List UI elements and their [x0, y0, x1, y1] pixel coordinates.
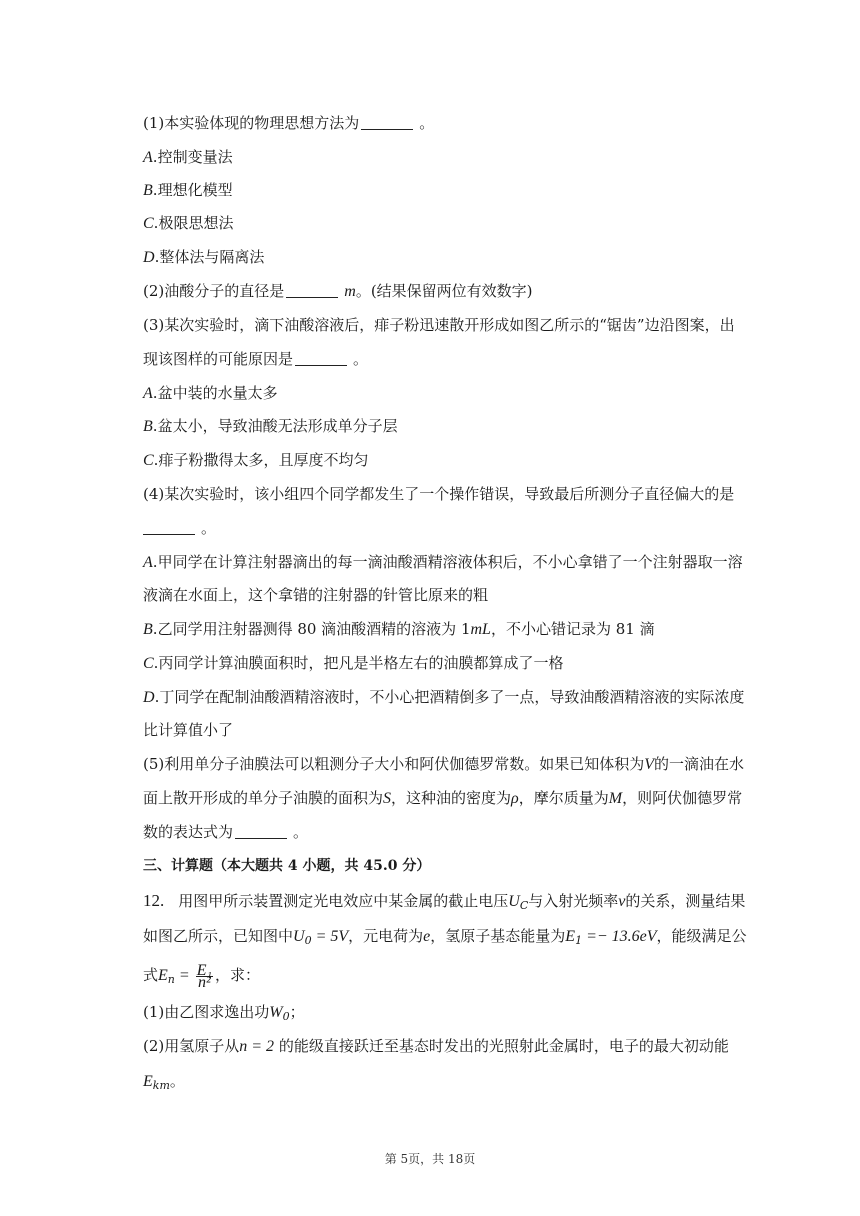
value: =− 13.6eV	[582, 928, 657, 945]
var-u: U	[508, 893, 520, 910]
option-letter: B	[143, 182, 153, 199]
q4-option-a-line1: A.甲同学在计算注射器滴出的每一滴油酸酒精溶液体积后，不小心拿错了一个注射器取一溶	[143, 553, 743, 571]
q3-option-b: B.盆太小，导致油酸无法形成单分子层	[143, 417, 398, 435]
q12-text: ，求：	[215, 966, 261, 984]
var-e: E	[158, 967, 168, 984]
option-letter: C	[143, 215, 154, 232]
q1-end: 。	[419, 114, 435, 132]
q5-line2	[143, 788, 742, 809]
q1-stem	[143, 113, 434, 133]
q12-text: 用图甲所示装置测定光电效应中某金属的截止电压	[178, 892, 509, 910]
var-sub: C	[519, 899, 529, 912]
var-rho: ρ	[511, 790, 519, 807]
q1-option-d: D.整体法与隔离法	[143, 248, 265, 266]
q12-text: ，元电荷为	[348, 927, 424, 945]
q1-option-c: C.极限思想法	[143, 214, 234, 232]
var-sub: 0	[282, 1010, 290, 1023]
q2-end: 。(结果保留两位有效数字)	[355, 282, 533, 300]
q12-text: (1)由乙图求逸出功	[143, 1003, 270, 1021]
var-n: n = 2	[239, 1038, 275, 1055]
section-heading: 三、计算题（本大题共 4 小题，共 45.0 分）	[143, 858, 431, 874]
var-sub: 1	[575, 934, 583, 947]
answer-blank	[286, 283, 338, 298]
q12-sub2	[143, 1036, 729, 1057]
q12-text: 。	[169, 1072, 185, 1090]
option-text: 甲同学在计算注射器滴出的每一滴油酸酒精溶液体积后，不小心拿错了一个注射器取一溶	[157, 553, 743, 571]
option-letter: D	[143, 689, 155, 706]
option-text-end: ，不小心错记录为 81 滴	[490, 620, 655, 638]
option-letter: B	[143, 418, 153, 435]
q12-line2	[143, 926, 747, 951]
option-text: 丙同学计算油膜面积时，把凡是半格左右的油膜都算成了一格	[158, 654, 564, 672]
unit-ml: mL	[470, 621, 491, 638]
var-e: e	[423, 928, 431, 945]
option-letter: B	[143, 621, 153, 638]
var-v: V	[644, 756, 655, 773]
q4-option-d-line2: 比计算值小了	[143, 721, 234, 739]
q5-end: 。	[293, 823, 309, 841]
option-letter: A	[143, 149, 153, 166]
q12-text: 与入射光频率	[528, 892, 619, 910]
option-letter: A	[143, 554, 153, 571]
equals: =	[174, 967, 194, 984]
fraction-denominator: n²	[197, 973, 211, 991]
q12-text: 的能级直接跃迁至基态时发出的光照射此金属时，电子的最大初动能	[274, 1037, 729, 1055]
q12-line1	[143, 891, 745, 916]
q5-text: 数的表达式为	[143, 823, 234, 841]
var-nu: ν	[618, 893, 626, 910]
option-text: 理想化模型	[157, 181, 233, 199]
var-sub: km	[152, 1079, 170, 1092]
option-text: 极限思想法	[158, 214, 234, 232]
q2-stem-text: (2)油酸分子的直径是	[143, 282, 285, 300]
answer-blank	[361, 115, 413, 130]
option-text: 丁同学在配制油酸酒精溶液时，不小心把酒精倒多了一点，导致油酸酒精溶液的实际浓度	[159, 688, 745, 706]
question-number: 12.	[143, 891, 165, 910]
fraction	[196, 961, 213, 991]
q3-end: 。	[353, 350, 369, 368]
var-e: E	[565, 928, 576, 945]
q3-stem-line2	[143, 349, 368, 369]
q12-text: 的关系，测量结果	[625, 892, 746, 910]
q12-text: (2)用氢原子从	[143, 1037, 240, 1055]
answer-blank	[295, 351, 347, 366]
option-letter: C	[143, 452, 154, 469]
q5-text: 的一滴油在水	[654, 755, 745, 773]
q3-stem-line1: (3)某次实验时，滴下油酸溶液后，痱子粉迅速散开形成如图乙所示的“锯齿”边沿图案，出	[143, 316, 735, 334]
q12-text: ；	[289, 1003, 305, 1021]
var-u: U	[293, 928, 305, 945]
q5-text: ，这种油的密度为	[391, 789, 512, 807]
q12-sub1	[143, 1002, 305, 1027]
q4-stem-line1: (4)某次实验时，该小组四个同学都发生了一个操作错误，导致最后所测分子直径偏大的是	[143, 485, 735, 503]
answer-blank	[143, 520, 195, 535]
option-text: 控制变量法	[157, 148, 233, 166]
option-letter: A	[143, 385, 153, 402]
q5-text: 面上散开形成的单分子油膜的面积为	[143, 789, 384, 807]
var-s: S	[383, 790, 392, 807]
q1-option-a: A.控制变量法	[143, 148, 233, 166]
var-sub: 0	[304, 934, 312, 947]
q5-text: (5)利用单分子油膜法可以粗测分子大小和阿伏伽德罗常数。如果已知体积为	[143, 755, 645, 773]
option-text: 盆中装的水量太多	[157, 384, 278, 402]
q5-text: ，则阿伏伽德罗常	[622, 789, 743, 807]
q4-option-d-line1: D.丁同学在配制油酸酒精溶液时，不小心把酒精倒多了一点，导致油酸酒精溶液的实际浓度	[143, 688, 745, 706]
option-text: 乙同学用注射器测得 80 滴油酸酒精的溶液为 1	[157, 620, 471, 638]
q4-stem-line2	[143, 518, 216, 538]
q3-stem-text: 现该图样的可能原因是	[143, 350, 294, 368]
q5-line1	[143, 754, 744, 775]
q2-unit: m	[344, 283, 356, 300]
q5-line3	[143, 822, 308, 842]
q12-text: ，氢原子基态能量为	[430, 927, 566, 945]
answer-blank	[235, 824, 287, 839]
q4-option-a-line2: 液滴在水面上，这个拿错的注射器的针管比原来的粗	[143, 586, 489, 604]
q3-option-a: A.盆中装的水量太多	[143, 384, 278, 402]
q12-sub2-line2	[143, 1071, 185, 1096]
q3-option-c: C.痱子粉撒得太多，且厚度不均匀	[143, 451, 369, 469]
option-letter: C	[143, 655, 154, 672]
q4-option-c: C.丙同学计算油膜面积时，把凡是半格左右的油膜都算成了一格	[143, 654, 564, 672]
q1-stem-text: (1)本实验体现的物理思想方法为	[143, 114, 360, 132]
q1-option-b: B.理想化模型	[143, 181, 233, 199]
option-letter: D	[143, 249, 155, 266]
var-m: M	[608, 790, 623, 807]
q4-end: 。	[201, 519, 217, 537]
q12-line3	[143, 962, 260, 993]
option-text: 盆太小，导致油酸无法形成单分子层	[157, 417, 398, 435]
q4-option-b: B.乙同学用注射器测得 80 滴油酸酒精的溶液为 1mL，不小心错记录为 81 滴	[143, 620, 655, 638]
q5-text: ，摩尔质量为	[518, 789, 609, 807]
q12-text: 式	[143, 966, 159, 984]
page-footer: 第 5页，共 18页	[384, 1152, 476, 1166]
var-w: W	[269, 1004, 283, 1021]
var-sub: n	[167, 973, 175, 986]
option-text: 痱子粉撒得太多，且厚度不均匀	[158, 451, 369, 469]
q12-text: ，能级满足公	[656, 927, 747, 945]
q12-text: 如图乙所示，已知图中	[143, 927, 294, 945]
var-e: E	[143, 1073, 153, 1090]
q2-stem	[143, 281, 533, 302]
option-text: 整体法与隔离法	[159, 248, 265, 266]
fraction-numerator: E₁	[196, 961, 213, 979]
value: = 5V	[311, 928, 349, 945]
